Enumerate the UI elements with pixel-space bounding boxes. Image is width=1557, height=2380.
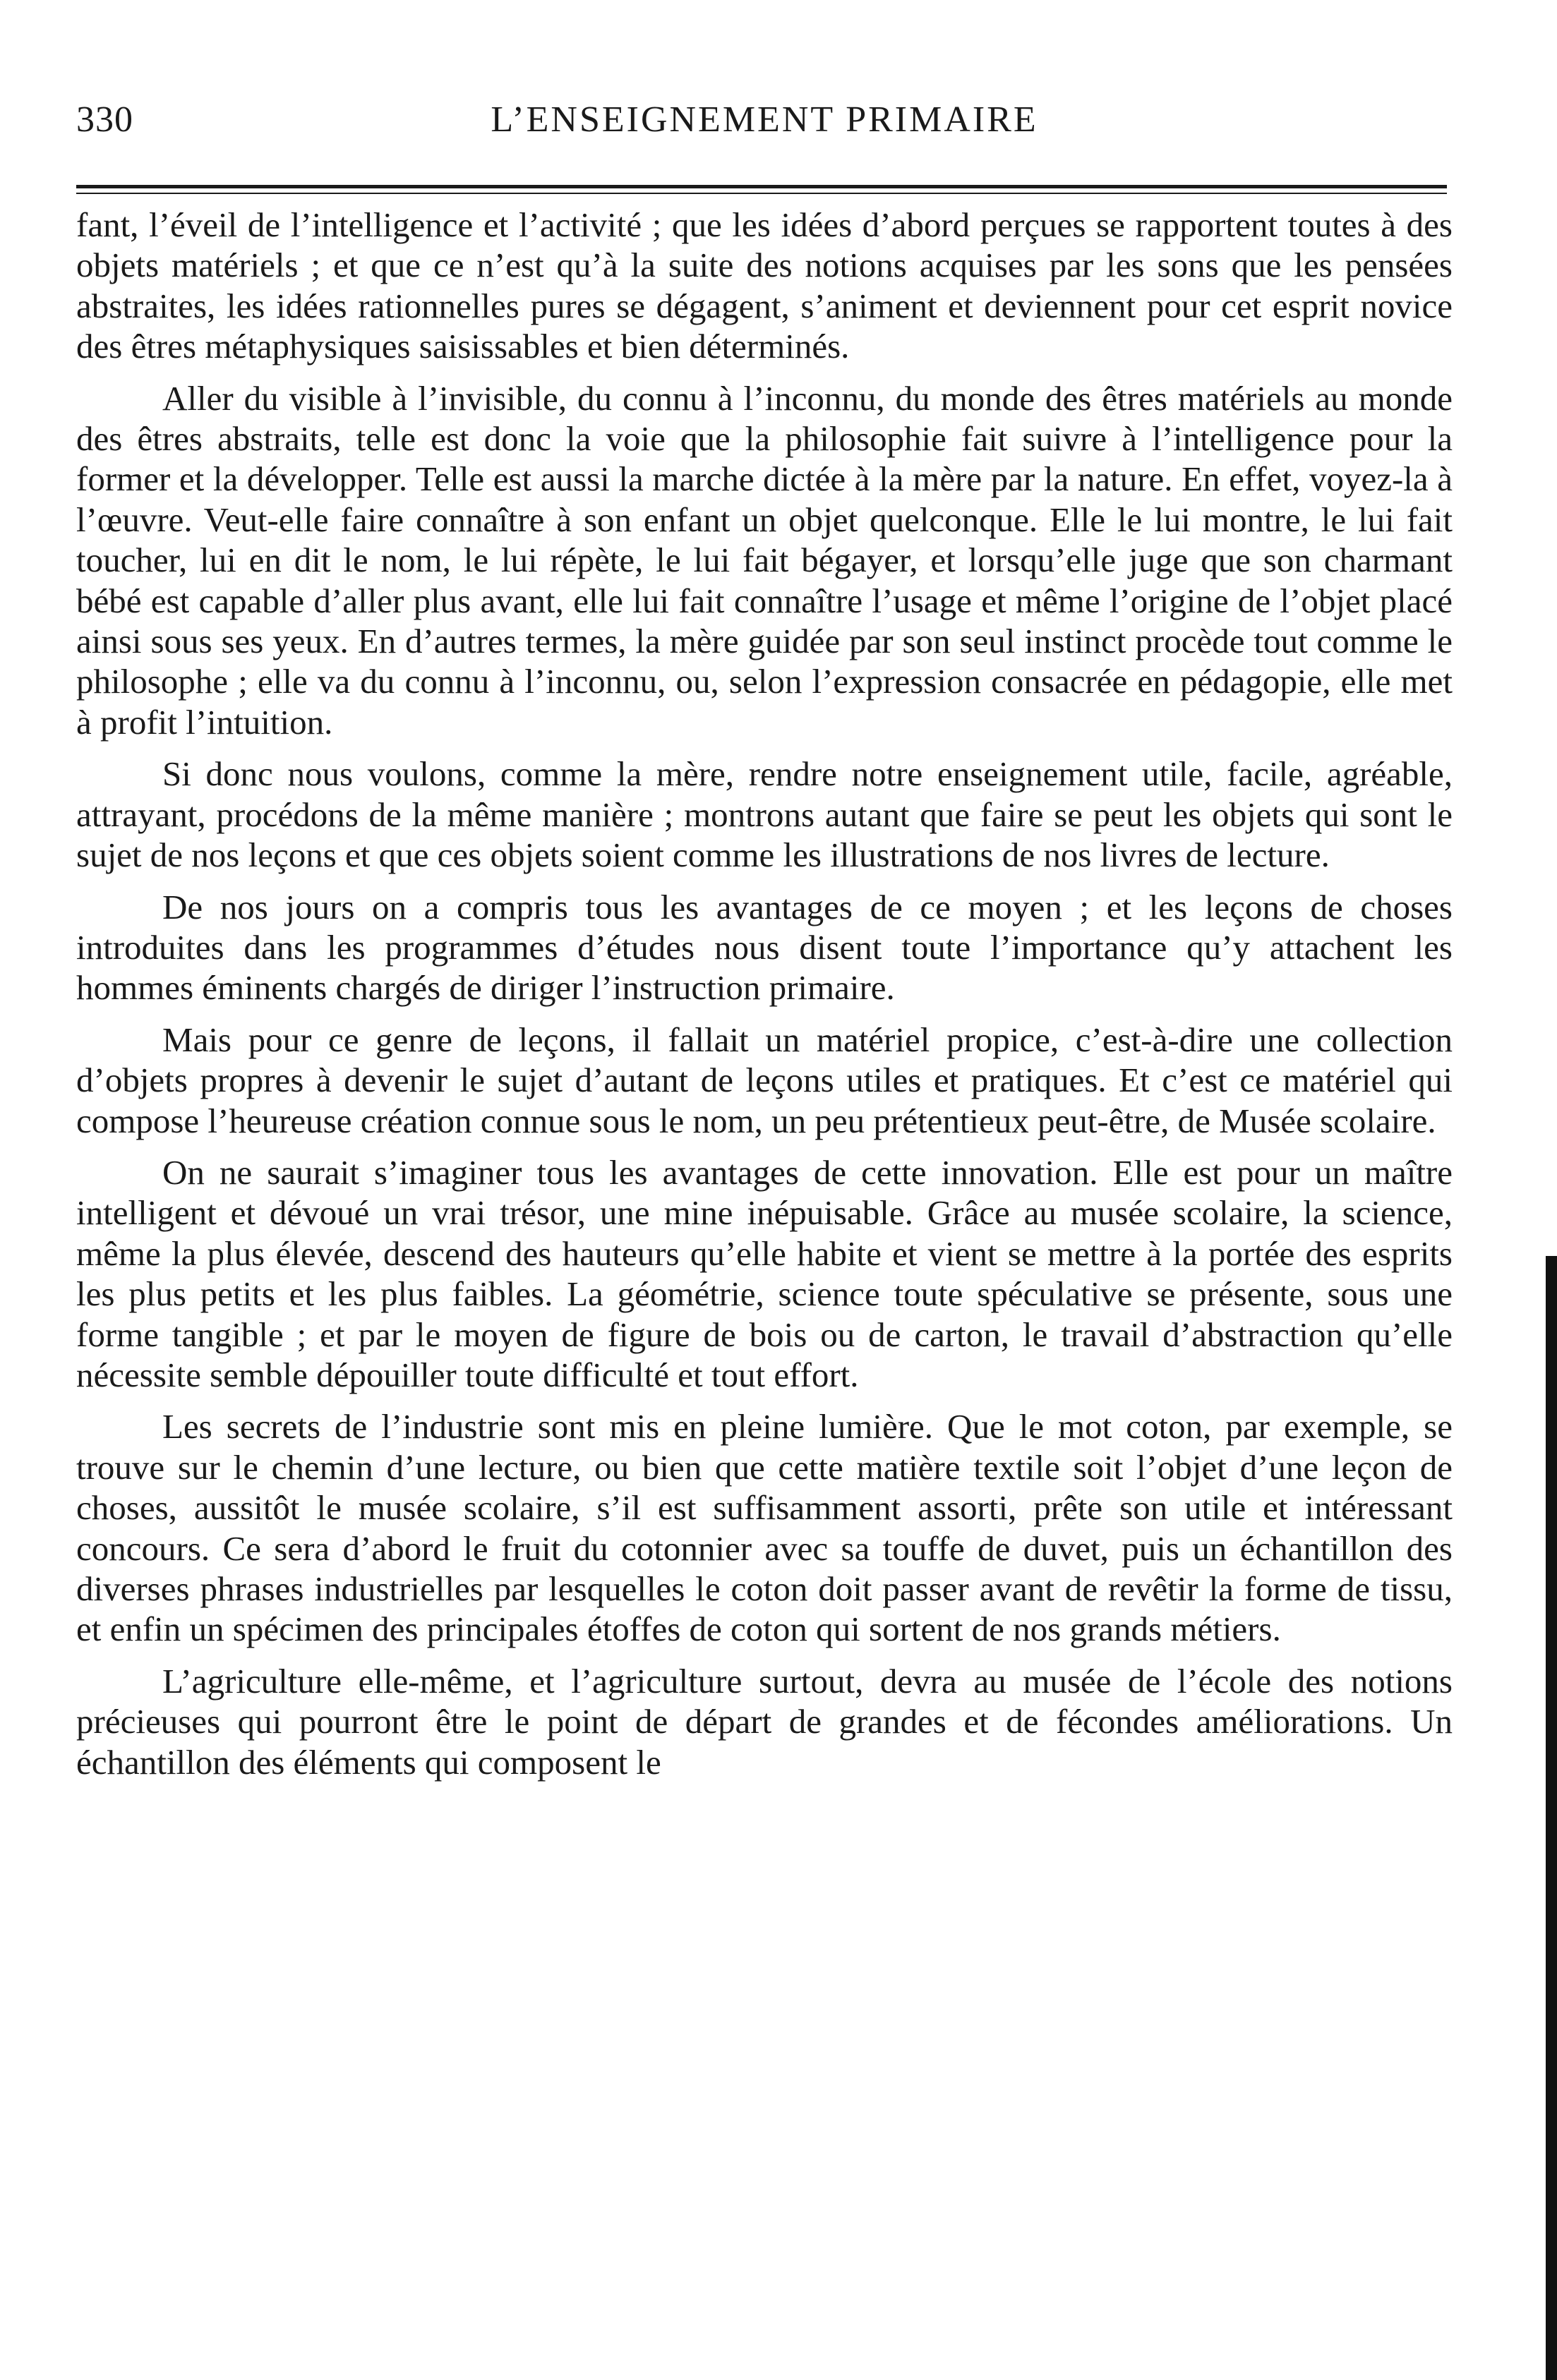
header-rule-thick	[76, 185, 1447, 188]
paragraph-8: L’agriculture elle-même, et l’agriculture surtout, devra au musée de l’école des notions précieuses qui pourront être le point de départ de grandes et de fécondes améliorations. Un échantillon des éléments qui composent le	[76, 1661, 1453, 1782]
paragraph-6: On ne saurait s’imaginer tous les avantages de cette innovation. Elle est pour un maître intelligent et dévoué un vrai trésor, une mine inépuisable. Grâce au musée scolaire, la science, même la plus élevée, descend des hauteurs qu’elle habite et vient se mettre à la portée des esprits les plus petits et les plus faibles. La géométrie, science toute spéculative se présente, sous une forme tangible ; et par le moyen de figure de bois ou de carton, le travail d’abstraction qu’elle nécessite semble dépouiller toute difficulté et tout effort.	[76, 1152, 1453, 1394]
paragraph-2: Aller du visible à l’invisible, du connu à l’inconnu, du monde des êtres matériels au monde des êtres abstraits, telle est donc la voie que la philosophie fait suivre à l’intelligence pour la former et la développer. Telle est aussi la marche dictée à la mère par la nature. En effet, voyez-la à l’œuvre. Veut-elle faire connaître à son enfant un objet quelconque. Elle le lui montre, le lui fait toucher, lui en dit le nom, le lui répète, le lui fait bégayer, et lorsqu’elle juge que son charmant bébé est capable d’aller plus avant, elle lui fait connaître l’usage et même l’origine de l’objet placé ainsi sous ses yeux. En d’autres termes, la mère guidée par son seul instinct procède tout comme le philosophe ; elle va du connu à l’inconnu, ou, selon l’expression consacrée en pédagopie, elle met à profit l’intuition.	[76, 378, 1453, 742]
paragraph-3: Si donc nous voulons, comme la mère, rendre notre enseignement utile, facile, agréable, attrayant, procédons de la même manière ; montrons autant que faire se peut les objets qui sont le sujet de nos leçons et que ces objets soient comme les illustrations de nos livres de lecture.	[76, 754, 1453, 875]
paragraph-1: fant, l’éveil de l’intelligence et l’activité ; que les idées d’abord perçues se rapportent toutes à des objets matériels ; et que ce n’est qu’à la suite des notions acquises par les sons que les pensées abstraites, les idées rationnelles pures se dégagent, s’animent et deviennent pour cet esprit novice des êtres métaphysiques saisissables et bien déterminés.	[76, 205, 1453, 366]
paragraph-5: Mais pour ce genre de leçons, il fallait un matériel propice, c’est-à-dire une collection d’objets propres à devenir le sujet d’autant de leçons utiles et pratiques. Et c’est ce matériel qui compose l’heureuse création connue sous le nom, un peu prétentieux peut-être, de Musée scolaire.	[76, 1020, 1453, 1140]
scan-edge-shadow	[1546, 1256, 1557, 2380]
running-title: L’ENSEIGNEMENT PRIMAIRE	[491, 99, 1038, 140]
paragraph-7: Les secrets de l’industrie sont mis en pleine lumière. Que le mot coton, par exemple, se trouve sur le chemin d’une lecture, ou bien que cette matière textile soit l’objet d’une leçon de choses, aussitôt le musée scolaire, s’il est suffisamment assorti, prête son utile et intéressant concours. Ce sera d’abord le fruit du cotonnier avec sa touffe de duvet, puis un échantillon des diverses phrases industrielles par lesquelles le coton doit passer avant de revêtir la forme de tissu, et enfin un spécimen des principales étoffes de coton qui sortent de nos grands métiers.	[76, 1407, 1453, 1649]
page-number: 330	[76, 99, 133, 140]
body-text	[76, 205, 1453, 1794]
paragraph-4: De nos jours on a compris tous les avantages de ce moyen ; et les leçons de choses introduites dans les programmes d’études nous disent toute l’importance qu’y attachent les hommes éminents chargés de diriger l’instruction primaire.	[76, 887, 1453, 1008]
page-header	[76, 99, 1453, 148]
header-rule-thin	[76, 193, 1447, 194]
